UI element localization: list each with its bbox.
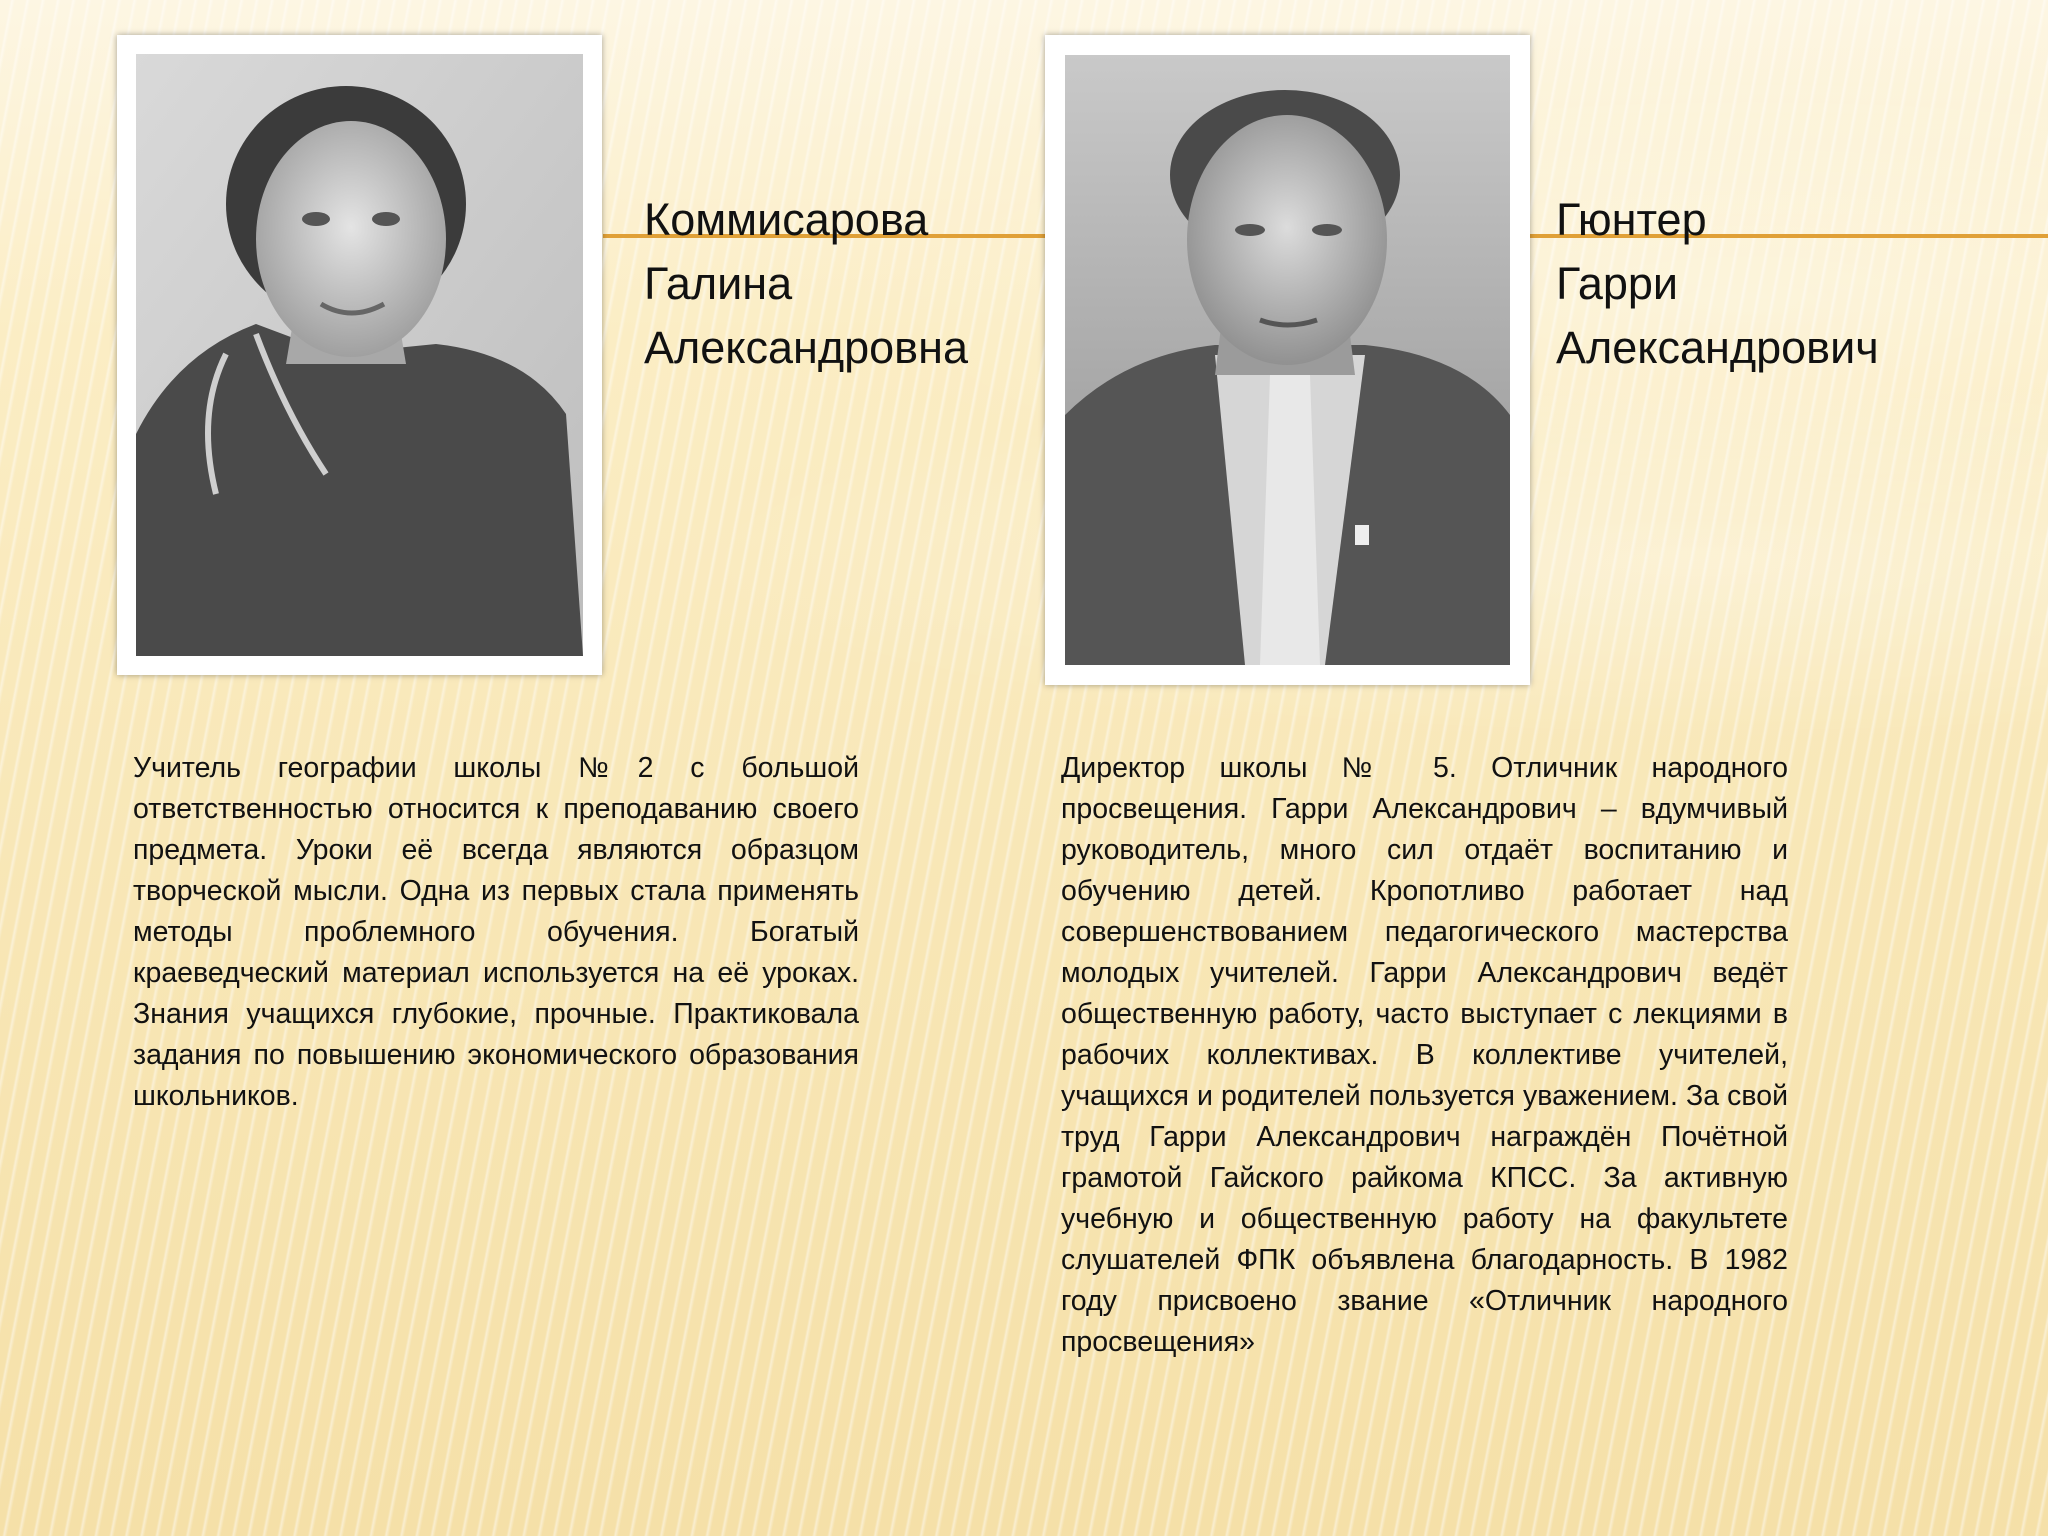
person-name-gunter xyxy=(1556,188,1879,380)
portrait-photo-gunter xyxy=(1065,55,1510,665)
name-line: Александровна xyxy=(644,322,968,373)
name-line: Коммисарова xyxy=(644,194,929,245)
name-line: Гюнтер xyxy=(1556,194,1707,245)
name-line: Гарри xyxy=(1556,258,1679,309)
name-line: Александрович xyxy=(1556,322,1879,373)
bio-komissarova: Учитель географии школы №2 с большой ответственностью относится к преподаванию своего предмета. Уроки её всегда являются образцом творческой мысли. Одна из первых стала применять методы проблемного обучения. Богатый краеведческий материал используется на её уроках. Знания учащихся глубокие, прочные. Практиковала задания по повышению экономического образования школьников. xyxy=(133,752,859,1112)
name-line: Галина xyxy=(644,258,793,309)
portrait-frame-gunter xyxy=(1045,35,1530,685)
portrait-frame-komissarova xyxy=(117,35,602,675)
bio-gunter: Директор школы № 5. Отличник народного просвещения. Гарри Александрович – вдумчивый руководитель, много сил отдаёт воспитанию и обучению детей. Кропотливо работает над совершенствованием педагогического мастерства молодых учителей. Гарри Александрович ведёт общественную работу, часто выступает с лекциями в рабочих коллективах. В коллективе учителей, учащихся и родителей пользуется уважением. За свой труд Гарри Александрович награждён Почётной грамотой Гайского райкома КПСС. За активную учебную и общественную работу на факультете слушателей ФПК объявлена благодарность. В 1982 году присвоено звание «Отличник народного просвещения» xyxy=(1061,752,1788,1358)
person-name-komissarova xyxy=(644,188,968,380)
portrait-photo-komissarova xyxy=(136,54,583,656)
